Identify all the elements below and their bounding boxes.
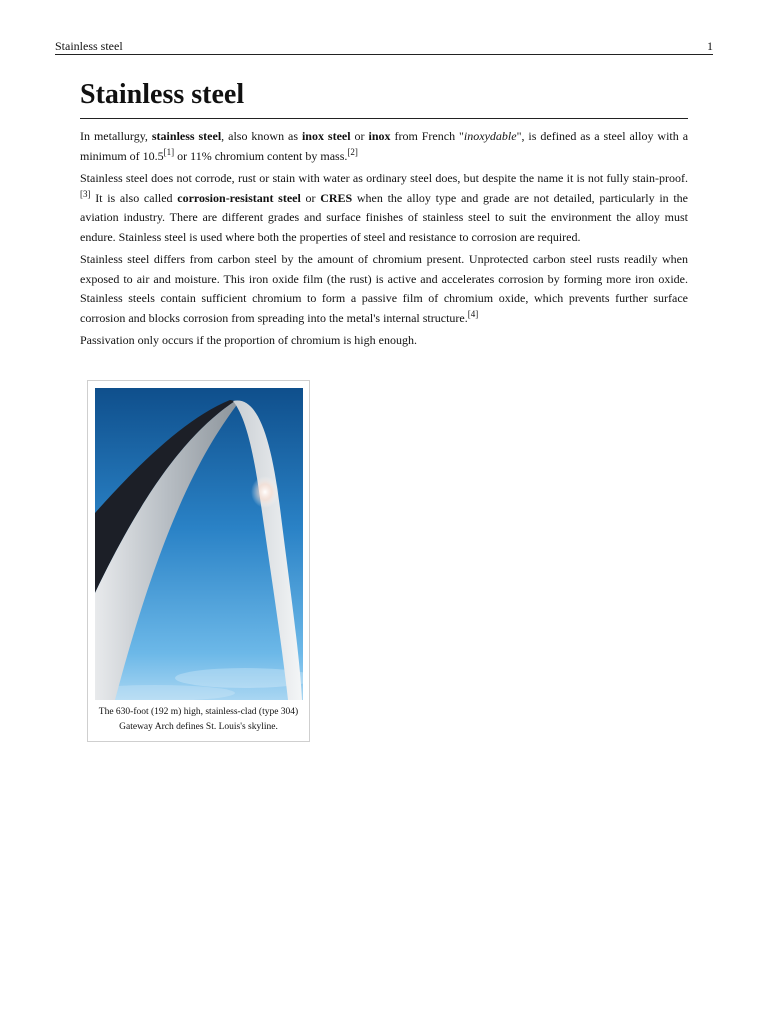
paragraph-corrosion <box>80 169 688 247</box>
text: or <box>300 190 321 205</box>
running-title: Stainless steel <box>55 39 123 53</box>
article-title: Stainless steel <box>80 78 688 119</box>
bold-term: inox steel <box>301 129 351 143</box>
italic-term: inoxydable <box>463 129 517 143</box>
article <box>80 78 688 351</box>
running-header <box>55 38 713 55</box>
paragraph-chromium <box>80 250 688 328</box>
text: , also known as <box>221 129 302 143</box>
bold-term: corrosion-resistant steel <box>177 190 301 205</box>
text: when the alloy type and grade are not detailed, particularly in the aviation industry. There are different grades and surface finishes of stainless steel to suit the environment the alloy must endure. Stainless steel is used where both the properties of steel and resistance to corrosion are required. <box>80 190 688 244</box>
bold-term: CRES <box>320 190 353 205</box>
text: Stainless steel differs from carbon steel by the amount of chromium present. Unprotected carbon steel rusts readily when exposed to air and moisture. This iron oxide film (the rust) is active and accelerates corrosion by forming more iron oxide. Stainless steels contain sufficient chromium to form a passive film of chromium oxide, which prevents further surface corrosion and blocks corrosion from spreading into the metal's internal structure. <box>80 252 688 325</box>
text: from French " <box>390 129 464 143</box>
text: Stainless steel does not corrode, rust or stain with water as ordinary steel does, but despite the name it is not fully stain-proof. <box>80 171 688 185</box>
reference-link[interactable]: [4] <box>467 308 479 319</box>
gateway-arch-photo <box>95 388 303 700</box>
text: It is also called <box>90 190 178 205</box>
reference-link[interactable]: [3] <box>80 188 91 199</box>
reference-link[interactable]: [1] <box>163 146 175 157</box>
text: In metallurgy, <box>80 129 152 143</box>
paragraph-passivation: Passivation only occurs if the proportion of chromium is high enough. <box>80 333 417 347</box>
bold-term: stainless steel <box>151 129 222 143</box>
text: ", is defined as a steel alloy with a minimum of 10.5 <box>80 129 689 163</box>
figure-caption: The 630-foot (192 m) high, stainless-clad (type 304) Gateway Arch defines St. Louis's skyline. <box>98 707 299 732</box>
figure-gateway-arch <box>87 380 310 742</box>
bold-term: inox <box>368 129 391 143</box>
text: or 11% chromium content by mass. <box>174 148 348 163</box>
page-number: 1 <box>707 39 713 53</box>
text: or <box>350 129 369 143</box>
paragraph-intro <box>80 127 688 166</box>
reference-link[interactable]: [2] <box>347 146 358 157</box>
